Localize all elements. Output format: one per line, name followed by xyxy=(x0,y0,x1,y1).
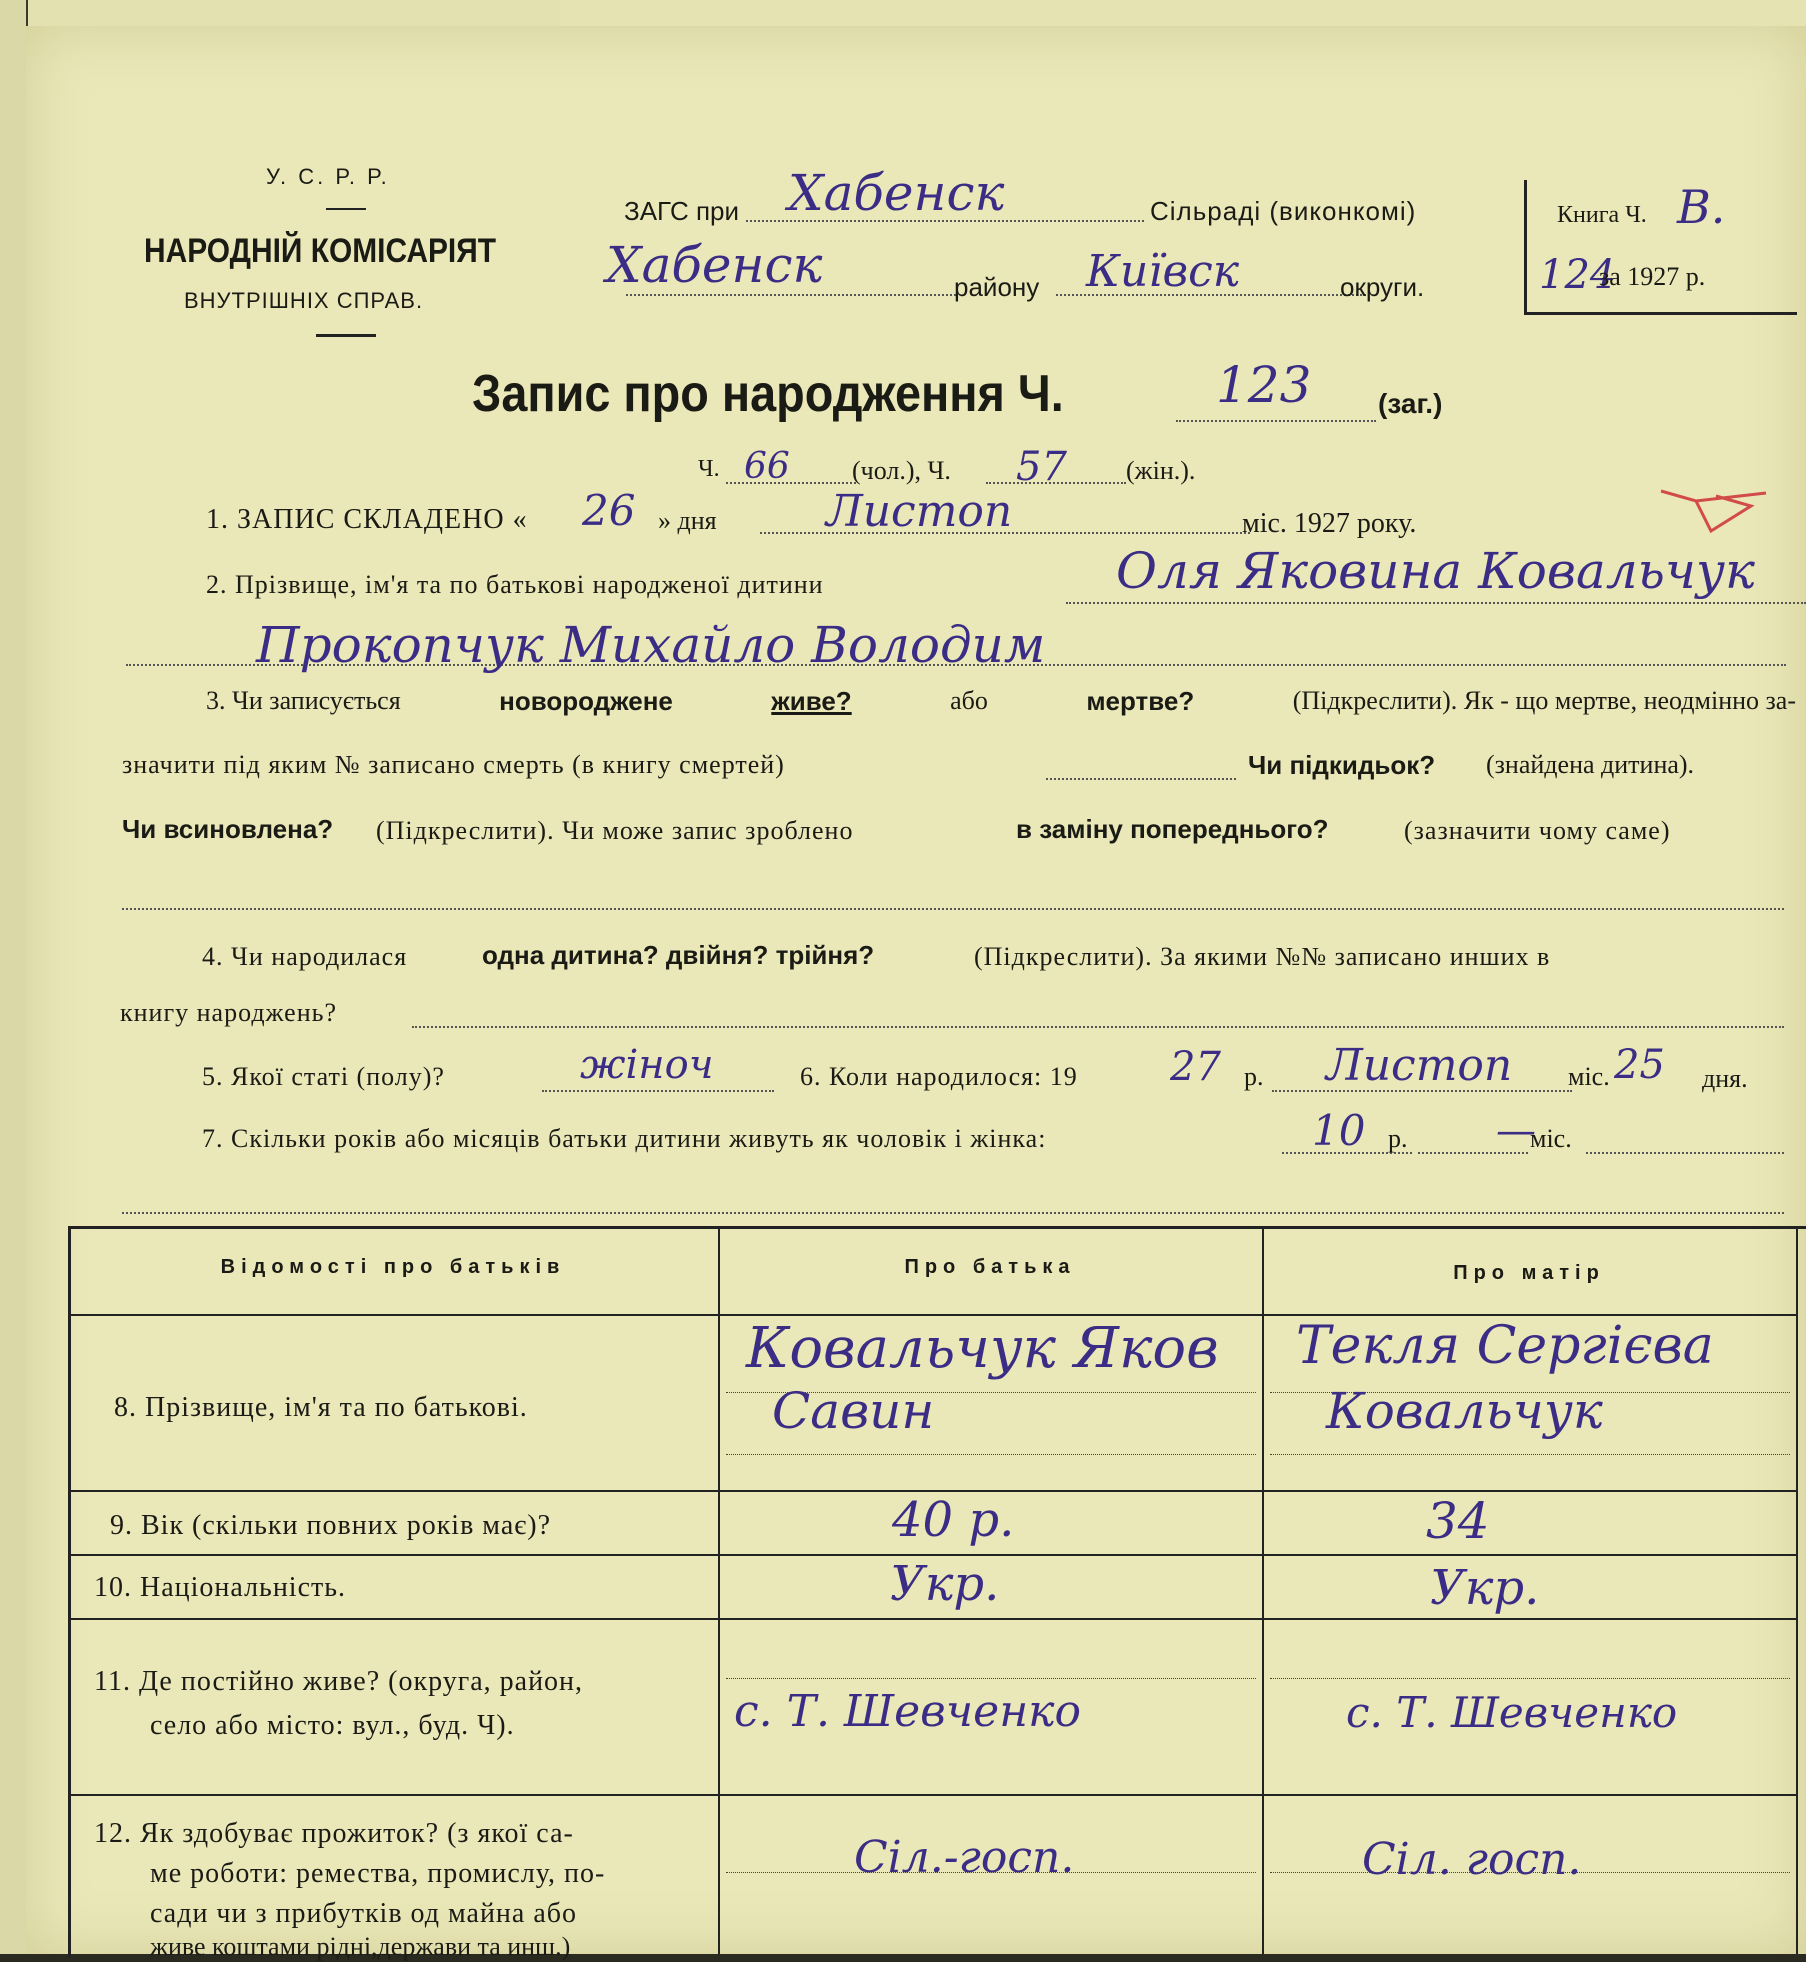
item2-text: 2. Прізвище, ім'я та по батькові народженої дитини xyxy=(206,570,824,599)
mother-residence-handwritten: с. Т. Шевченко xyxy=(1346,1688,1678,1737)
row8-label: 8. Прізвище, ім'я та по батькові. xyxy=(114,1392,528,1423)
rayon-handwritten: Хабенск xyxy=(606,236,823,294)
internal-affairs-label: ВНУТРІШНІХ СПРАВ. xyxy=(184,288,424,313)
left-page-edge xyxy=(0,0,28,1954)
dotted-line xyxy=(1270,1678,1790,1679)
dotted-line xyxy=(1270,1454,1790,1455)
mis-label: міс. xyxy=(1568,1062,1610,1091)
birth-record-form xyxy=(26,26,1806,1961)
table-divider xyxy=(1262,1226,1264,1954)
child-name-handwritten: Оля Яковина Ковальчук xyxy=(1116,542,1755,600)
mother-nationality-handwritten: Укр. xyxy=(1430,1560,1540,1616)
item3-line3a: Чи всиновлена? xyxy=(122,814,334,844)
birth-year-handwritten: 27 xyxy=(1170,1044,1221,1090)
item3-line2a: значити під яким № записано смерть (в книгу смертей) xyxy=(122,750,785,779)
row-border xyxy=(68,1794,1798,1796)
mother-name-handwritten: Текля Сергієва xyxy=(1296,1316,1714,1376)
father-name-2-handwritten: Савин xyxy=(772,1382,935,1440)
row11-label: 11. Де постійно живе? (округа, район, xyxy=(94,1666,584,1697)
father-nationality-handwritten: Укр. xyxy=(890,1556,1000,1612)
item5-text: 5. Якої статі (полу)? xyxy=(202,1062,445,1091)
commissariat-title: НАРОДНІЙ КОМІСАРІЯТ xyxy=(144,232,496,270)
zags-prefix: ЗАГС при xyxy=(624,196,740,226)
item4-line1a: 4. Чи народилася xyxy=(202,942,408,971)
female-count-handwritten: 57 xyxy=(1016,444,1067,490)
item4-line2: книгу народжень? xyxy=(120,998,338,1027)
item3-l1e: мертве? xyxy=(1086,686,1195,716)
item3-l1b: новороджене xyxy=(499,686,673,716)
mother-age-handwritten: 34 xyxy=(1426,1492,1490,1550)
sex-handwritten: жіноч xyxy=(580,1042,714,1088)
item7-text: 7. Скільки років або місяців батьки дитини живуть як чоловік і жінка: xyxy=(202,1124,1047,1153)
ch-label: Ч. xyxy=(698,456,720,482)
row12-label: 12. Як здобуває прожиток? (з якої са- xyxy=(94,1818,574,1849)
row9-label: 9. Вік (скільки повних років має)? xyxy=(110,1510,552,1541)
table-header-father: Про батька xyxy=(904,1256,1076,1278)
child-name-2-handwritten: Прокопчук Михайло Володим xyxy=(256,616,1046,674)
year-r-label: р. xyxy=(1244,1062,1264,1091)
table-header-mother: Про матір xyxy=(1453,1262,1605,1284)
item3-l1f: (Підкреслити). Як - що мертве, неодмінно за- xyxy=(1292,686,1796,715)
father-age-handwritten: 40 р. xyxy=(892,1492,1015,1548)
okrugy-label: округи. xyxy=(1340,272,1425,302)
father-residence-handwritten: с. Т. Шевченко xyxy=(734,1686,1081,1737)
dotted-line xyxy=(122,908,1784,910)
item3-line2c: (знайдена дитина). xyxy=(1486,750,1695,779)
item1-text-c: міс. 1927 року. xyxy=(1242,508,1417,539)
row12-label-3: сади чи з прибутків од майна або xyxy=(150,1898,578,1929)
dotted-line xyxy=(726,1454,1256,1455)
table-divider xyxy=(1796,1226,1798,1954)
zhin-label: (жін.). xyxy=(1126,456,1196,485)
father-occupation-handwritten: Сіл.-госп. xyxy=(854,1832,1075,1883)
dotted-line xyxy=(1586,1152,1784,1154)
item1-text-a: 1. ЗАПИС СКЛАДЕНО « xyxy=(206,504,528,535)
chol-label: (чол.), Ч. xyxy=(852,456,951,485)
divider xyxy=(316,334,376,337)
red-check-mark xyxy=(1656,481,1776,541)
record-number-handwritten: 123 xyxy=(1216,356,1312,414)
item3-line3b: (Підкреслити). Чи може запис зроблено xyxy=(376,816,854,845)
table-divider xyxy=(718,1226,720,1954)
item6-text: 6. Коли народилося: 19 xyxy=(800,1062,1078,1091)
dotted-line xyxy=(1046,778,1236,780)
years-r-label: р. xyxy=(1388,1124,1408,1153)
item3-line2b: Чи підкидьок? xyxy=(1248,750,1436,780)
item1-day-handwritten: 26 xyxy=(582,486,636,535)
item3-l1d: або xyxy=(950,686,988,715)
months-handwritten: — xyxy=(1496,1108,1536,1154)
book-label: Книга Ч. xyxy=(1557,202,1647,228)
dotted-line xyxy=(122,1212,1784,1214)
dotted-line xyxy=(726,1678,1256,1679)
birth-day-handwritten: 25 xyxy=(1614,1042,1665,1088)
rayonu-label: району xyxy=(954,272,1040,302)
dotted-line xyxy=(1176,420,1376,422)
table-header-info: Відомості про батьків xyxy=(220,1256,566,1278)
months-mis-label: міс. xyxy=(1530,1124,1572,1153)
years-handwritten: 10 xyxy=(1312,1106,1366,1155)
row11-label-2: село або місто: вул., буд. Ч). xyxy=(150,1710,515,1741)
okruga-handwritten: Київск xyxy=(1086,246,1239,297)
dnya-label: дня. xyxy=(1702,1064,1748,1093)
item4-line1b: одна дитина? двійня? трійня? xyxy=(482,940,875,970)
book-handwritten: В. xyxy=(1677,180,1726,234)
row-border xyxy=(68,1618,1798,1620)
number-handwritten: 124 xyxy=(1539,252,1616,298)
zags-village-handwritten: Хабенск xyxy=(788,164,1005,222)
item3-line1 xyxy=(206,686,1796,717)
item3-line3d: (зазначити чому саме) xyxy=(1404,816,1671,845)
item3-line3c: в заміну попереднього? xyxy=(1016,814,1329,844)
row12-label-2: ме роботи: ремества, промислу, по- xyxy=(150,1858,606,1889)
male-count-handwritten: 66 xyxy=(744,446,790,487)
book-box xyxy=(1524,180,1797,315)
dotted-line xyxy=(1066,602,1806,604)
dotted-line xyxy=(626,294,956,296)
father-name-handwritten: Ковальчук Яков xyxy=(746,1316,1219,1381)
mother-name-2-handwritten: Ковальчук xyxy=(1326,1382,1603,1440)
birth-month-handwritten: Листоп xyxy=(1326,1040,1513,1091)
ussr-label: У. С. Р. Р. xyxy=(266,164,390,189)
zag-label: (заг.) xyxy=(1378,388,1443,419)
item1-month-handwritten: Листоп xyxy=(826,486,1013,537)
item3-l1a: 3. Чи записується xyxy=(206,686,401,715)
dotted-line xyxy=(542,1090,774,1092)
mother-occupation-handwritten: Сіл. госп. xyxy=(1362,1834,1582,1885)
row12-label-4: живе коштами рідні,держави та инш.) xyxy=(150,1932,571,1961)
divider xyxy=(326,208,366,210)
item3-l1c: живе? xyxy=(771,686,852,716)
record-title: Запис про народження Ч. xyxy=(472,365,1064,423)
selradi-label: Сільраді (виконкомі) xyxy=(1150,196,1417,226)
item1-text-b: » дня xyxy=(658,506,717,535)
item4-line1c: (Підкреслити). За якими №№ записано инших в xyxy=(974,942,1551,971)
year-label: за 1927 р. xyxy=(1599,262,1706,291)
row10-label: 10. Національність. xyxy=(94,1572,347,1603)
dotted-line xyxy=(412,1026,1784,1028)
